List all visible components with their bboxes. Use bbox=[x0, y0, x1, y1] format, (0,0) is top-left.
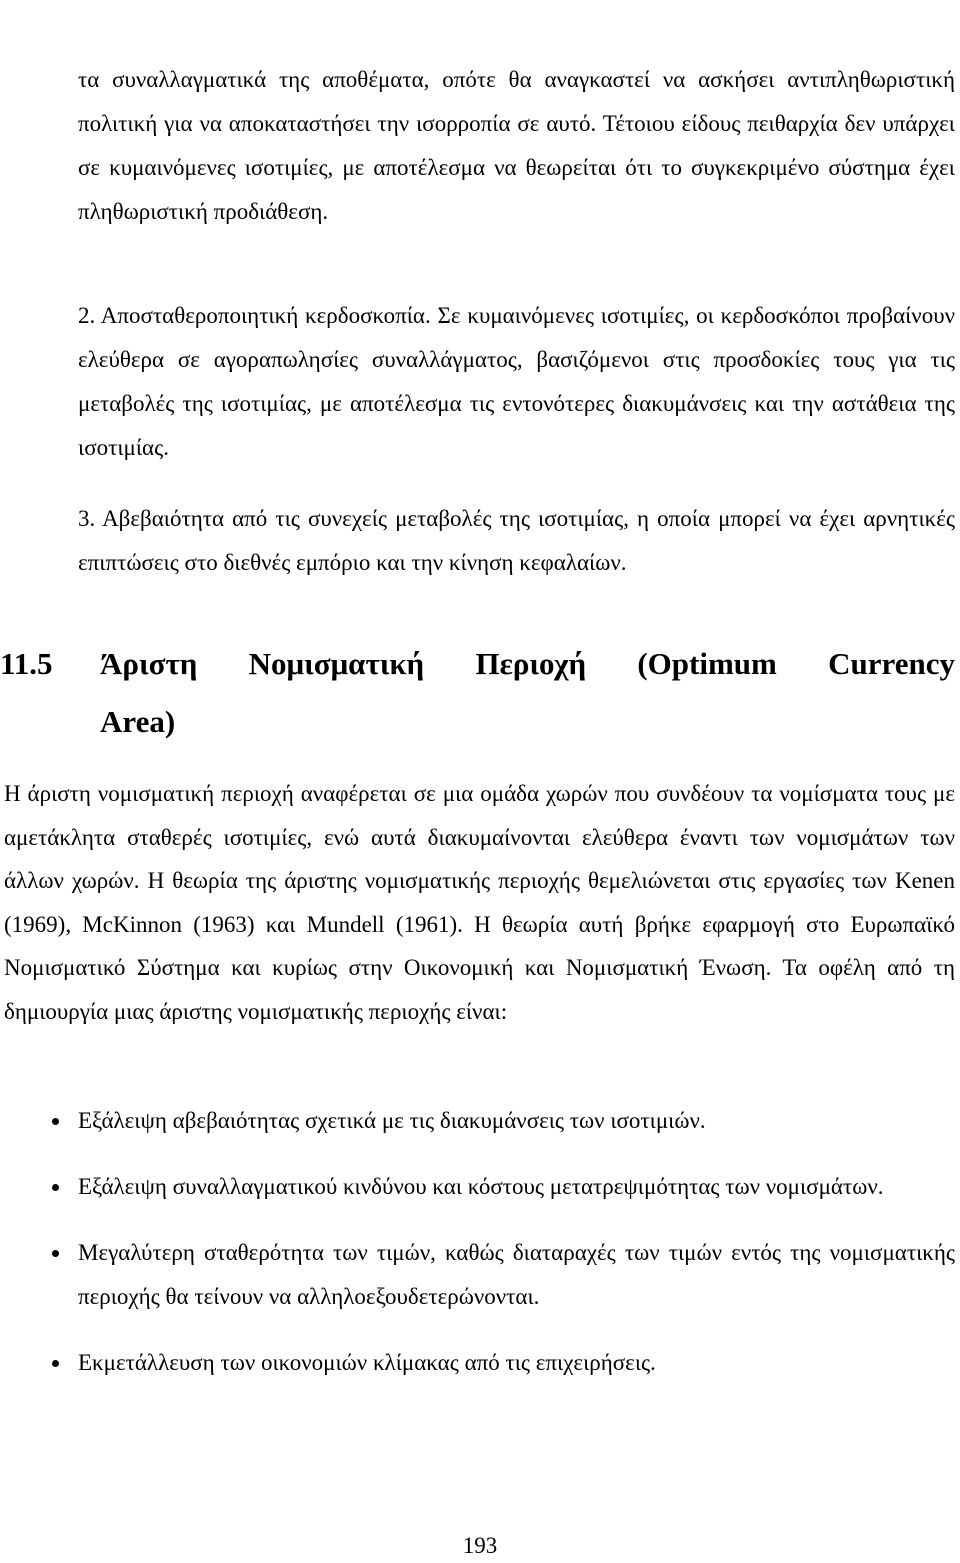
list-item-text: Εξάλειψη αβεβαιότητας σχετικά με τις διακυμάνσεις των ισοτιμιών. bbox=[78, 1108, 706, 1133]
bullet-icon bbox=[52, 1118, 59, 1125]
body-paragraph: Η άριστη νομισματική περιοχή αναφέρεται σε μια ομάδα χωρών που συνδέουν τα νομίσματα τους με αμετάκλητα σταθερές ισοτιμίες, ενώ αυτά διακυμαίνονται ελεύθερα έναντι των νομισμάτων των άλλων χωρών. Η θεωρία της άριστης νομισματικής περιοχής θεμελιώνεται στις εργασίες των Kenen (1969), McKinnon (1963) και Mundell (1961). Η θεωρία αυτή βρήκε εφαρμογή στο Ευρωπαϊκό Νομισματικό Σύστημα και κυρίως στην Οικονομική και Νομισματική Ένωση. Τα οφέλη από τη δημιουργία μιας άριστης νομισματικής περιοχής είναι: bbox=[4, 781, 955, 1024]
page-number: 193 bbox=[462, 1533, 498, 1558]
bullet-icon bbox=[52, 1360, 59, 1367]
item-number: 3. bbox=[78, 506, 96, 531]
numbered-item-2 bbox=[78, 294, 955, 470]
section-number: 11.5 bbox=[0, 646, 53, 681]
bullet-icon bbox=[52, 1184, 59, 1191]
list-item-text: Εξάλειψη συναλλαγματικού κινδύνου και κόστους μετατρεψιμότητας των νομισμάτων. bbox=[78, 1174, 884, 1199]
section-heading-line-1 bbox=[0, 635, 955, 693]
numbered-item-3 bbox=[78, 497, 955, 585]
section-title-continuation: Area) bbox=[100, 704, 176, 739]
list-item bbox=[0, 1165, 955, 1209]
section-heading bbox=[0, 635, 955, 751]
list-item bbox=[0, 1231, 955, 1319]
item-number: 2. bbox=[78, 303, 96, 328]
benefits-list bbox=[0, 1099, 955, 1385]
list-item bbox=[0, 1341, 955, 1385]
list-item bbox=[0, 1099, 955, 1143]
bullet-icon bbox=[52, 1250, 59, 1257]
item-text: Αβεβαιότητα από τις συνεχείς μεταβολές της ισοτιμίας, η οποία μπορεί να έχει αρνητικές επιπτώσεις στο διεθνές εμπόριο και την κίνηση κεφαλαίων. bbox=[78, 506, 955, 575]
list-item-text: Μεγαλύτερη σταθερότητα των τιμών, καθώς διαταραχές των τιμών εντός της νομισματικής περιοχής θα τείνουν να αλληλοεξουδετερώνονται. bbox=[78, 1240, 955, 1309]
item-text: Αποσταθεροποιητική κερδοσκοπία. Σε κυμαινόμενες ισοτιμίες, οι κερδοσκόποι προβαίνουν ελεύθερα σε αγοραπωλησίες συναλλάγματος, βασιζόμενοι στις προσδοκίες τους για τις μεταβολές της ισοτιμίας, με αποτέλεσμα τις εντονότερες διακυμάνσεις και την αστάθεια της ισοτιμίας. bbox=[78, 303, 955, 460]
list-item-text: Εκμετάλλευση των οικονομιών κλίμακας από τις επιχειρήσεις. bbox=[78, 1350, 656, 1375]
intro-paragraph: τα συναλλαγματικά της αποθέματα, οπότε θα αναγκαστεί να ασκήσει αντιπληθωριστική πολιτική για να αποκαταστήσει την ισορροπία σε αυτό. Τέτοιου είδους πειθαρχία δεν υπάρχει σε κυμαινόμενες ισοτιμίες, με αποτέλεσμα να θεωρείται ότι το συγκεκριμένο σύστημα έχει πληθωριστική προδιάθεση. bbox=[78, 67, 955, 224]
section-title: Άριστη Νομισματική Περιοχή (Optimum Currency bbox=[100, 646, 955, 681]
